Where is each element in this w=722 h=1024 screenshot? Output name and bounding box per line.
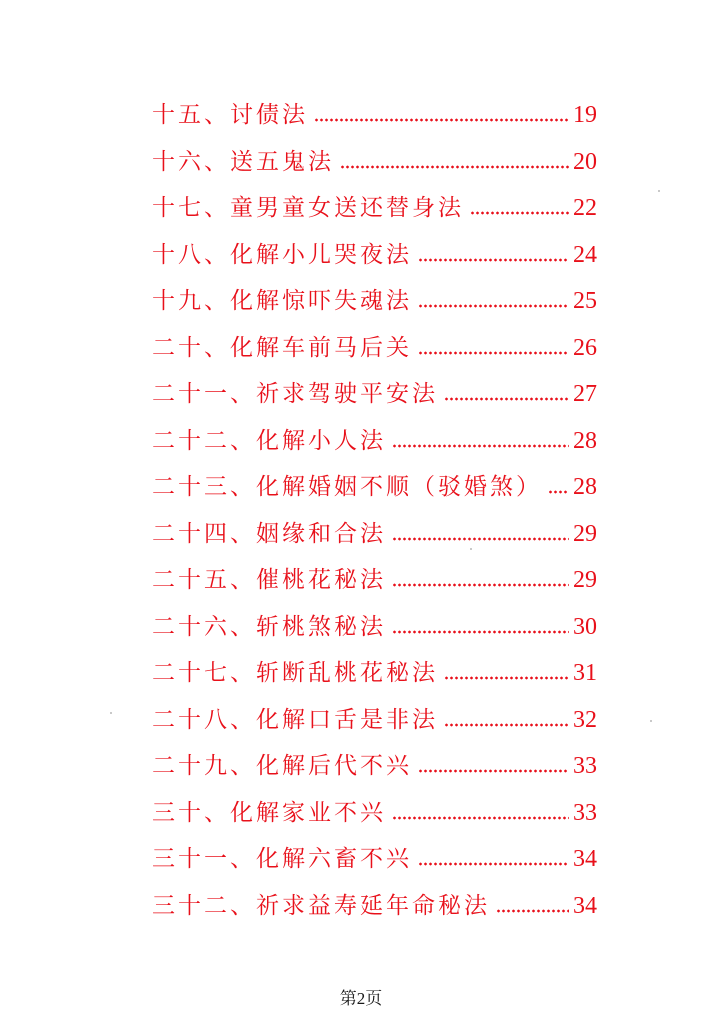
toc-entry-page: 19 [573,102,597,128]
toc-entry-page: 28 [573,427,597,454]
toc-entry[interactable] [152,137,597,177]
toc-entry-title: 三十二、祈求益寿延年命秘法 [152,892,490,919]
toc-leader-dots [418,258,569,262]
toc-entry[interactable] [152,183,597,223]
scan-speck [658,190,660,192]
toc-entry[interactable] [152,695,597,735]
toc-entry-title: 三十一、化解六畜不兴 [152,846,412,872]
toc-leader-dots [418,769,569,773]
toc-entry-page: 34 [573,846,597,872]
toc-entry-page: 30 [573,613,597,640]
toc-entry[interactable] [152,555,597,595]
toc-entry[interactable] [152,230,597,270]
toc-entry-page: 24 [573,241,597,268]
toc-entry-title: 十五、讨债法 [152,102,308,128]
toc-leader-dots [470,211,569,215]
toc-leader-dots [392,537,569,541]
toc-entry[interactable] [152,369,597,409]
toc-entry[interactable] [152,90,597,130]
toc-entry-page: 29 [573,520,597,547]
toc-entry[interactable] [152,416,597,456]
toc-leader-dots [314,118,569,122]
toc-entry-page: 28 [573,474,597,500]
toc-leader-dots [444,723,569,727]
toc-entry-title: 二十二、化解小人法 [152,427,386,454]
toc-entry-page: 34 [573,892,597,919]
toc-entry-title: 十七、童男童女送还替身法 [152,195,464,221]
toc-entry[interactable] [152,602,597,642]
toc-entry[interactable] [152,276,597,316]
page-number-footer: 第2页 [339,989,383,1008]
toc-entry-page: 33 [573,799,597,826]
toc-entry-title: 二十一、祈求驾驶平安法 [152,381,438,407]
toc-entry-title: 二十、化解车前马后关 [152,334,412,361]
toc-entry[interactable] [152,462,597,502]
toc-entry-title: 二十七、斩断乱桃花秘法 [152,660,438,686]
scan-speck [110,712,112,714]
toc-entry-title: 二十八、化解口舌是非法 [152,706,438,733]
toc-leader-dots [392,444,569,448]
toc-leader-dots [444,676,569,680]
toc-entry-page: 31 [573,660,597,686]
toc-leader-dots [392,583,569,587]
toc-entry[interactable] [152,881,597,921]
toc-entry-title: 二十三、化解婚姻不顺（驳婚煞） [152,474,542,500]
toc-leader-dots [340,165,569,169]
toc-entry-title: 二十六、斩桃煞秘法 [152,613,386,640]
toc-leader-dots [496,909,569,913]
toc-leader-dots [548,490,569,494]
toc-entry[interactable] [152,323,597,363]
scan-speck [470,548,472,550]
toc-entry[interactable] [152,741,597,781]
toc-entry-page: 27 [573,381,597,407]
toc-entry-page: 26 [573,334,597,361]
toc-entry[interactable] [152,509,597,549]
toc-leader-dots [392,816,569,820]
toc-entry-title: 二十五、催桃花秘法 [152,567,386,593]
toc-entry-page: 33 [573,753,597,779]
toc-entry-title: 十九、化解惊吓失魂法 [152,288,412,314]
toc-entry-title: 十六、送五鬼法 [152,148,334,175]
toc-entry-title: 二十九、化解后代不兴 [152,753,412,779]
toc-entry[interactable] [152,788,597,828]
toc-leader-dots [418,304,569,308]
toc-leader-dots [418,351,569,355]
toc-entry[interactable] [152,648,597,688]
toc-entry-page: 20 [573,148,597,175]
toc-entry-title: 二十四、姻缘和合法 [152,520,386,547]
toc-leader-dots [418,862,569,866]
toc-leader-dots [444,397,569,401]
toc-entry-title: 三十、化解家业不兴 [152,799,386,826]
toc-entry[interactable] [152,834,597,874]
scan-speck [650,720,652,722]
toc-entry-page: 22 [573,195,597,221]
toc-entry-page: 29 [573,567,597,593]
toc-leader-dots [392,630,569,634]
toc-entry-page: 25 [573,288,597,314]
toc-entry-title: 十八、化解小儿哭夜法 [152,241,412,268]
toc-entry-page: 32 [573,706,597,733]
